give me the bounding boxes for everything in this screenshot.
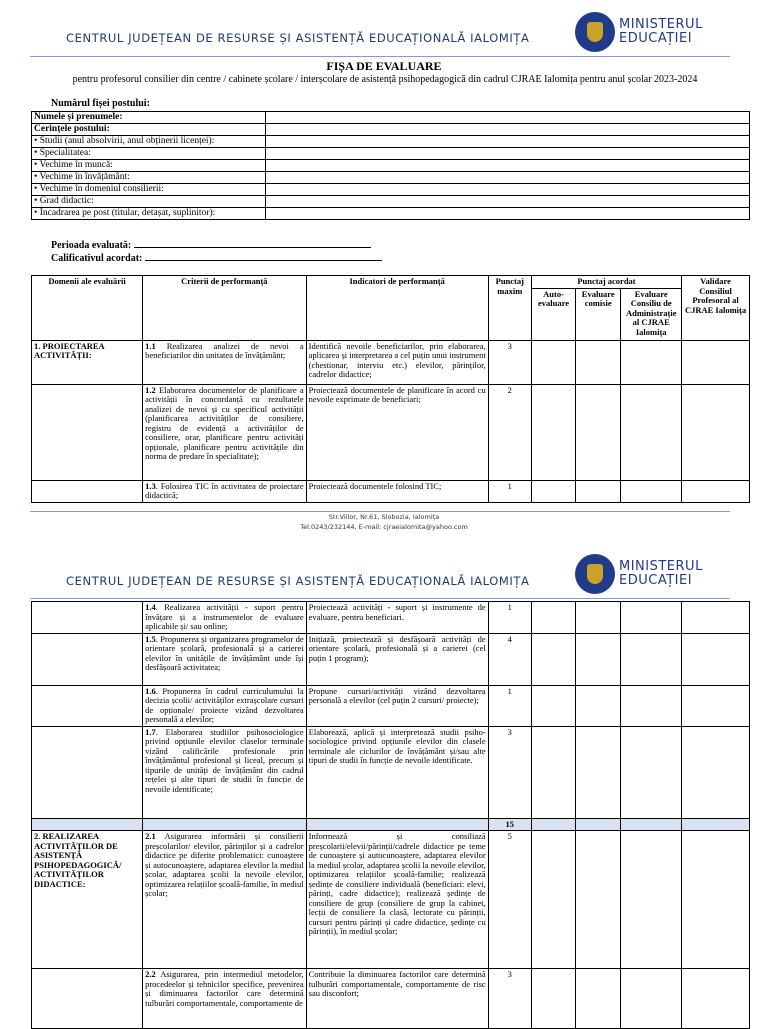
info-row	[32, 124, 750, 136]
committee-eval-cell[interactable]	[576, 726, 621, 818]
self-eval-cell[interactable]	[531, 969, 575, 1029]
criterion-row	[32, 831, 750, 969]
header-validation: Validare Consiliul Profesoral al CJRAE Ialomița	[682, 276, 750, 341]
max-score-cell: 3	[488, 726, 531, 818]
max-score-cell: 3	[488, 969, 531, 1029]
info-label: • Încadrarea pe post (titular, detașat, suplinitor):	[32, 208, 266, 220]
evaluation-table-page1	[31, 275, 750, 503]
doc-subtitle: pentru profesorul consilier din centre / cabinete școlare / interșcolare de asistență psihopedagogică din cadrul CJRAE Ialomița pentru anul școlar 2023-2024	[72, 74, 698, 85]
subtotal-cell	[621, 818, 682, 831]
subtotal-cell	[143, 818, 307, 831]
validation-cell[interactable]	[682, 602, 750, 634]
board-eval-cell[interactable]	[621, 384, 682, 480]
indicator-cell: Propune cursuri/activități vizând dezvoltarea personală a elevilor (cel puțin 2 cursuri/ proiecte);	[306, 685, 488, 726]
subtotal-cell	[32, 818, 143, 831]
info-value-field[interactable]	[266, 196, 750, 208]
max-score-cell: 4	[488, 633, 531, 685]
domain-cell: 1. PROIECTAREA ACTIVITĂȚII:	[32, 340, 143, 384]
coat-of-arms-icon	[575, 12, 615, 52]
criterion-cell: 1.2 Elaborarea documentelor de planificare a activității în concordanță cu rezultatele analizei de nevoi și cu specificul activității (planificarea activităților de consiliere, registru de evidență a activităților de consiliere, orar, planificare pentru activități opționale, planificare pentru activitățile din norma de predare în specialitate);	[143, 384, 307, 480]
evaluation-table-page2	[31, 601, 750, 1029]
validation-cell[interactable]	[682, 340, 750, 384]
board-eval-cell[interactable]	[621, 685, 682, 726]
committee-eval-cell[interactable]	[576, 969, 621, 1029]
indicator-cell: Proiectează activități - suport și instrumente de evaluare, pentru beneficiari.	[306, 602, 488, 634]
domain-cell	[32, 726, 143, 818]
criterion-row	[32, 685, 750, 726]
board-eval-cell[interactable]	[621, 633, 682, 685]
criterion-cell: 2.1 Asigurarea informării și consilierii preșcolarilor/ elevilor, părinților și a cadrelor didactice pe diferite problematici: cunoaștere și autocunoaștere, adaptarea elevilor la mediul școlar, adaptarea școlii la nevoile elevilor, optimizarea relațiilor școală-familie, în mediul școlar;	[143, 831, 307, 969]
logo-line2: EDUCAȚIEI	[619, 31, 693, 46]
committee-eval-cell[interactable]	[576, 384, 621, 480]
info-label: • Vechime în domeniul consilierii:	[32, 184, 266, 196]
info-value-field[interactable]	[266, 148, 750, 160]
info-value-field[interactable]	[266, 112, 750, 124]
criterion-row	[32, 969, 750, 1029]
header-committee-eval: Evaluare comisie	[576, 288, 621, 340]
indicator-cell: Proiectează documentele de planificare în acord cu nevoile exprimate de beneficiari;	[306, 384, 488, 480]
logo-line2: EDUCAȚIEI	[619, 573, 693, 588]
board-eval-cell[interactable]	[621, 602, 682, 634]
header-self-eval: Auto-evaluare	[531, 288, 575, 340]
header-board-eval: Evaluare Consiliu de Administrație al CJRAE Ialomița	[621, 288, 682, 340]
header-awarded-score: Punctaj acordat	[531, 276, 681, 289]
logo-line1: MINISTERUL	[619, 17, 703, 32]
validation-cell[interactable]	[682, 685, 750, 726]
header-domains: Domenii ale evaluării	[32, 276, 143, 341]
info-row	[32, 208, 750, 220]
committee-eval-cell[interactable]	[576, 340, 621, 384]
header-indicators: Indicatori de performanță	[306, 276, 488, 341]
self-eval-cell[interactable]	[531, 726, 575, 818]
validation-cell[interactable]	[682, 831, 750, 969]
self-eval-cell[interactable]	[531, 340, 575, 384]
info-value-field[interactable]	[266, 160, 750, 172]
institution-header-2: CENTRUL JUDEȚEAN DE RESURSE ȘI ASISTENȚĂ EDUCAȚIONALĂ IALOMIȚA	[66, 574, 530, 588]
info-label: Cerințele postului:	[32, 124, 266, 136]
info-label: • Vechime în învățământ:	[32, 172, 266, 184]
info-label: Numele și prenumele:	[32, 112, 266, 124]
validation-cell[interactable]	[682, 969, 750, 1029]
info-label: • Vechime în muncă:	[32, 160, 266, 172]
info-value-field[interactable]	[266, 172, 750, 184]
indicator-cell: Identifică nevoile beneficiarilor, prin elaborarea, aplicarea și interpretarea a cel puțin unui instrument (chestionar, interviu etc.) elevilor, părinților, cadrelor didactice;	[306, 340, 488, 384]
criterion-row	[32, 480, 750, 502]
info-row	[32, 136, 750, 148]
validation-cell[interactable]	[682, 633, 750, 685]
header-criteria: Criterii de performanță	[143, 276, 307, 341]
page-2	[0, 540, 768, 1024]
validation-cell[interactable]	[682, 480, 750, 502]
info-value-field[interactable]	[266, 136, 750, 148]
domain-cell	[32, 633, 143, 685]
header-rule-2	[30, 598, 730, 599]
board-eval-cell[interactable]	[621, 726, 682, 818]
domain-cell: 2. REALIZAREA ACTIVITĂȚILOR DE ASISTENȚĂ PSIHOPEDAGOGICĂ/ ACTIVITĂȚILOR DIDACTICE:	[32, 831, 143, 969]
self-eval-cell[interactable]	[531, 633, 575, 685]
criterion-row	[32, 726, 750, 818]
info-value-field[interactable]	[266, 208, 750, 220]
validation-cell[interactable]	[682, 384, 750, 480]
criterion-cell: 2.2 Asigurarea, prin intermediul metodelor, procedeelor și tehnicilor specifice, prevenirea și diminuarea factorilor care determină tulburări comportamentale, comportamente de	[143, 969, 307, 1029]
committee-eval-cell[interactable]	[576, 831, 621, 969]
self-eval-cell[interactable]	[531, 602, 575, 634]
board-eval-cell[interactable]	[621, 831, 682, 969]
criterion-row	[32, 384, 750, 480]
board-eval-cell[interactable]	[621, 480, 682, 502]
subtotal-value: 15	[488, 818, 531, 831]
self-eval-cell[interactable]	[531, 685, 575, 726]
max-score-cell: 1	[488, 602, 531, 634]
max-score-cell: 1	[488, 480, 531, 502]
info-label: • Specialitatea:	[32, 148, 266, 160]
indicator-cell: Contribuie la diminuarea factorilor care determină tulburări comportamentale, comportamente de risc sau disconfort;	[306, 969, 488, 1029]
header-max-score: Punctaj maxim	[488, 276, 531, 341]
info-row	[32, 196, 750, 208]
footer-contact: Tel.0243/232144, E-mail: cjraeialomita@yahoo.com	[300, 523, 468, 531]
info-value-field[interactable]	[266, 124, 750, 136]
criterion-cell: 1.6. Propunerea în cadrul curriculumului la decizia școlii/ activităților extrașcolare cursuri de opționale/ proiecte vizând dezvoltarea personală a elevilor;	[143, 685, 307, 726]
header-rule	[30, 56, 730, 57]
criterion-cell: 1.5. Propunerea și organizarea programelor de orientare școlară, profesională și a carierei elevilor în unitățile de învățământ unde își desfășoară activitatea;	[143, 633, 307, 685]
doc-title: FIȘA DE EVALUARE	[326, 59, 442, 73]
footer-address: Str.Viilor, Nr.61, Slobozia, Ialomița	[328, 513, 440, 521]
footer	[0, 512, 768, 532]
criterion-cell: 1.4. Realizarea activității - suport pentru învățare și a instrumentelor de evaluare aplicabile și/ sau online;	[143, 602, 307, 634]
criterion-cell: 1.7. Elaborarea studiilor psihosociologice privind opțiunile elevilor claselor terminale vizând calificările profesionale prin învățământul profesional și liceal, precum și tipurile de unități de învățământ din cadrul rețelei și alte tipuri de studii în funcție de nevoile identificate;	[143, 726, 307, 818]
job-sheet-number-label: Numărul fișei postului:	[51, 98, 150, 109]
committee-eval-cell[interactable]	[576, 633, 621, 685]
logo-line1: MINISTERUL	[619, 559, 703, 574]
max-score-cell: 1	[488, 685, 531, 726]
validation-cell[interactable]	[682, 726, 750, 818]
info-row	[32, 148, 750, 160]
domain-cell	[32, 685, 143, 726]
indicator-cell: Inițiază, proiectează și desfășoară activități de orientare școlară, profesională și a carierei (cel puțin 1 program);	[306, 633, 488, 685]
criterion-row	[32, 340, 750, 384]
personal-info-table	[31, 111, 750, 220]
coat-of-arms-icon	[575, 554, 615, 594]
self-eval-cell[interactable]	[531, 831, 575, 969]
ministry-logo	[575, 12, 703, 52]
institution-header: CENTRUL JUDEȚEAN DE RESURSE ȘI ASISTENȚĂ EDUCAȚIONALĂ IALOMIȚA	[66, 31, 530, 45]
criterion-cell: 1.1 Realizarea analizei de nevoi a beneficiarilor din unitatea de învățământ;	[143, 340, 307, 384]
subtotal-cell	[531, 818, 575, 831]
subtotal-row	[32, 818, 750, 831]
info-row	[32, 184, 750, 196]
committee-eval-cell[interactable]	[576, 685, 621, 726]
committee-eval-cell[interactable]	[576, 602, 621, 634]
board-eval-cell[interactable]	[621, 340, 682, 384]
self-eval-cell[interactable]	[531, 384, 575, 480]
domain-cell	[32, 602, 143, 634]
domain-cell	[32, 969, 143, 1029]
criterion-cell: 1.3. Folosirea TIC în activitatea de proiectare didactică;	[143, 480, 307, 502]
criterion-row	[32, 602, 750, 634]
indicator-cell: Informează și consiliază preșcolarii/elevii/părinții/cadrele didactice pe teme de cunoaștere și autocunoaștere, adaptarea elevilor la mediul școlar, adaptarea școlii la nevoile elevilor, optimizarea relațiilor școală-familie; realizează ședințe de consiliere individuală (beneficiari: elevi, părinți, cadre didactice); realizează ședințe de consiliere de grup (consiliere de grup la cabinet, lecții de consiliere la clasă, lectorate cu părinții, cursuri pentru părinți și cadre didactice, ședințe cu părinții), în mediul școlar;	[306, 831, 488, 969]
indicator-cell: Proiectează documentele folosind TIC;	[306, 480, 488, 502]
info-row	[32, 112, 750, 124]
max-score-cell: 3	[488, 340, 531, 384]
indicator-cell: Elaborează, aplică și interpretează studii psiho-sociologice privind opțiunile elevilor din clasele terminale ale ciclurilor de învățământ și/sau alte tipuri de studii în funcție de nevoile identificate.	[306, 726, 488, 818]
criterion-row	[32, 633, 750, 685]
info-label: • Studii (anul absolvirii, anul obținerii licenței):	[32, 136, 266, 148]
board-eval-cell[interactable]	[621, 969, 682, 1029]
subtotal-cell	[682, 818, 750, 831]
subtotal-cell	[576, 818, 621, 831]
max-score-cell: 5	[488, 831, 531, 969]
ministry-logo-2	[575, 554, 703, 594]
info-row	[32, 172, 750, 184]
max-score-cell: 2	[488, 384, 531, 480]
info-label: • Grad didactic:	[32, 196, 266, 208]
info-row	[32, 160, 750, 172]
self-eval-cell[interactable]	[531, 480, 575, 502]
committee-eval-cell[interactable]	[576, 480, 621, 502]
rating-label: Calificativul acordat:	[51, 252, 382, 264]
domain-cell	[32, 384, 143, 480]
subtotal-cell	[306, 818, 488, 831]
domain-cell	[32, 480, 143, 502]
period-label: Perioada evaluată:	[51, 239, 371, 251]
info-value-field[interactable]	[266, 184, 750, 196]
